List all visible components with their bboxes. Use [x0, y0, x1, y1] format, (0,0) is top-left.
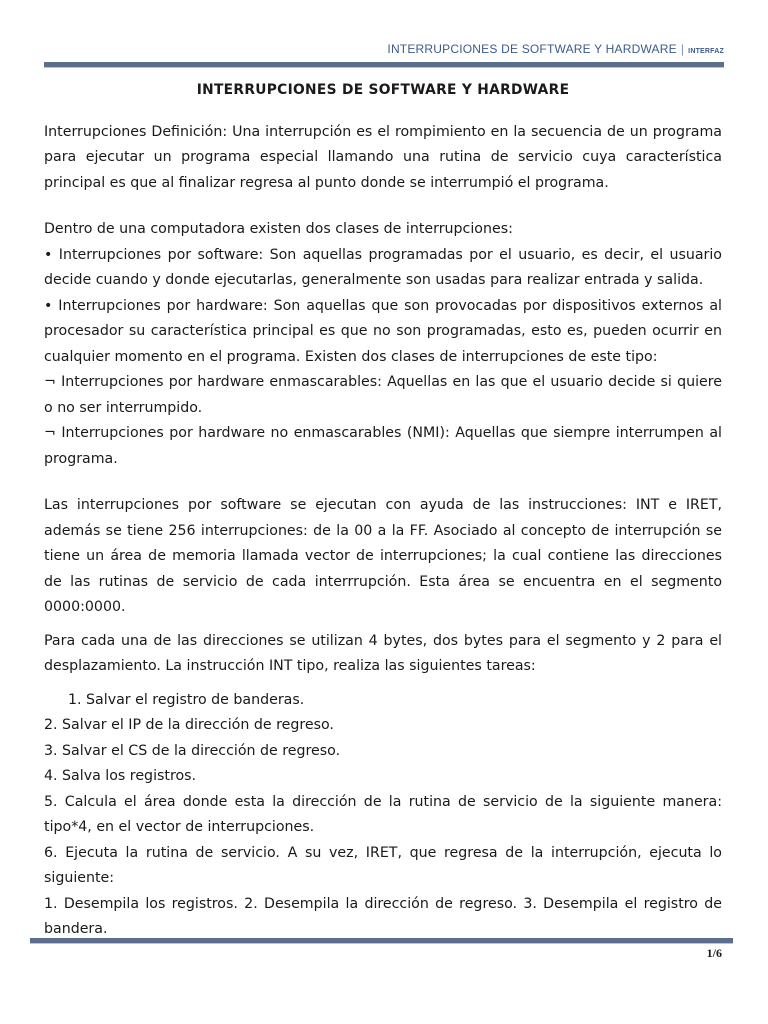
header-rule — [44, 62, 724, 68]
step-item: 2. Salvar el IP de la dirección de regreso. — [44, 717, 334, 733]
step-item: 3. Salvar el CS de la dirección de regreso. — [44, 742, 341, 759]
step-item: 4. Salva los registros. — [44, 768, 197, 784]
classes-intro: Dentro de una computadora existen dos clases de interrupciones: — [44, 221, 513, 237]
hardware-bullet: • Interrupciones por hardware: Son aquellas que son provocadas por dispositivos externos al procesador su característica principal es que no son programadas, esto es, pueden ocurrir en cualquier momento en el programa. Existen dos clases de interrupciones de este tipo: — [44, 297, 722, 365]
page-number: 1/6 — [706, 946, 722, 960]
spacer — [44, 196, 722, 217]
definition-paragraph: Interrupciones Definición: Una interrupción es el rompimiento en la secuencia de un programa para ejecutar un programa especial llamando una rutina de servicio cuya característica principal es que al finalizar regresa al punto donde se interrumpió el programa. — [44, 123, 722, 191]
header-title: INTERRUPCIONES DE SOFTWARE Y HARDWARE — [387, 42, 677, 56]
software-bullet: • Interrupciones por software: Son aquellas programadas por el usuario, es decir, el usuario decide cuando y donde ejecutarlas, generalmente son usadas para realizar entrada y salida. — [44, 246, 722, 288]
non-maskable-item: ¬ Interrupciones por hardware no enmascarables (NMI): Aquellas que siempre interrumpen al programa. — [44, 425, 722, 467]
software-exec-paragraph: Las interrupciones por software se ejecutan con ayuda de las instrucciones: INT e IRET, además se tiene 256 interrupciones: de la 00 a la FF. Asociado al concepto de interrupción se tiene un área de memoria llamada vector de interrupciones; la cual contiene las direcciones de las rutinas de servicio de cada interrrupción. Esta área se encuentra en el segmento 0000:0000. — [44, 497, 722, 615]
document-title: INTERRUPCIONES DE SOFTWARE Y HARDWARE — [196, 82, 570, 98]
page-header — [44, 42, 724, 64]
step-item: 1. Desempila los registros. 2. Desempila la dirección de regreso. 3. Desempila el registro de bandera. — [44, 895, 722, 937]
footer-rule — [30, 938, 733, 944]
spacer — [44, 621, 722, 629]
spacer — [44, 680, 722, 688]
spacer — [44, 472, 722, 493]
step-item: 1. Salvar el registro de banderas. — [68, 691, 305, 708]
step-item: 5. Calcula el área donde esta la dirección de la rutina de servicio de la siguiente manera: tipo*4, en el vector de interrupciones. — [44, 793, 722, 835]
maskable-item: ¬ Interrupciones por hardware enmascarables: Aquellas en las que el usuario decide si quiere o no ser interrumpido. — [44, 374, 722, 416]
addresses-paragraph: Para cada una de las direcciones se utilizan 4 bytes, dos bytes para el segmento y 2 para el desplazamiento. La instrucción INT tipo, realiza las siguientes tareas: — [44, 632, 722, 674]
document-body — [44, 78, 722, 943]
step-item: 6. Ejecuta la rutina de servicio. A su vez, IRET, que regresa de la interrupción, ejecuta lo siguiente: — [44, 844, 722, 886]
header-subtitle: INTERFAZ — [688, 48, 724, 55]
header-separator: | — [680, 42, 685, 56]
